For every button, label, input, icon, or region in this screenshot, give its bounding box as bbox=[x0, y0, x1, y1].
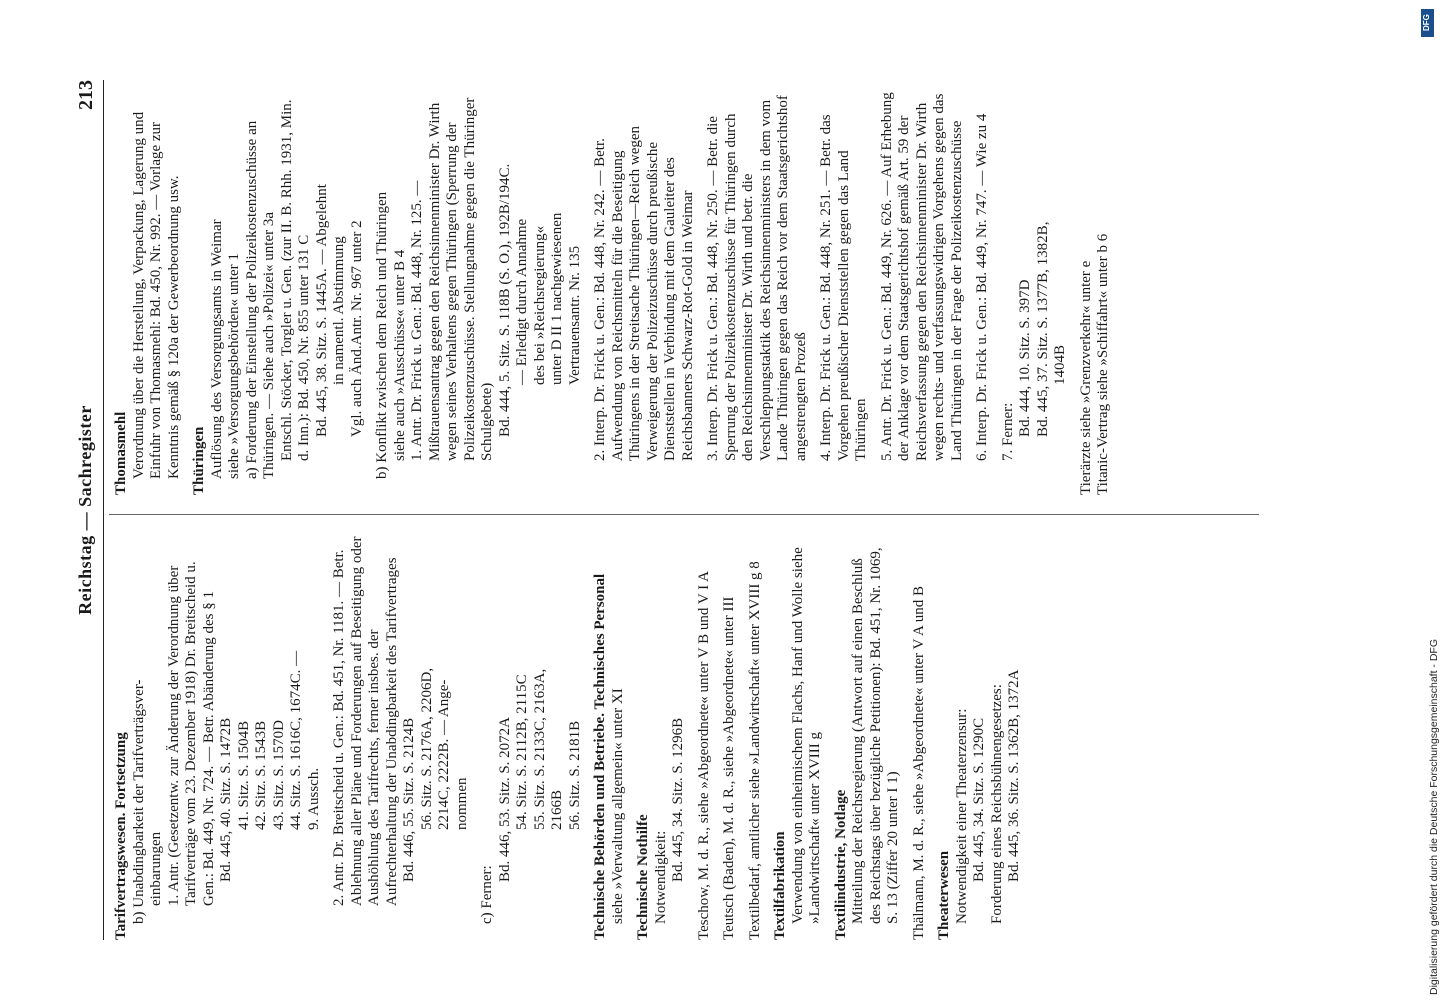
index-entry: 9. Aussch. bbox=[305, 767, 322, 830]
spacer bbox=[183, 90, 191, 495]
index-entry: Notwendigkeit: bbox=[652, 830, 669, 924]
spacer bbox=[992, 90, 1000, 495]
index-entry: siehe auch »Ausschüsse« unter B 4 bbox=[391, 249, 408, 461]
spacer bbox=[713, 535, 721, 940]
index-entry: 56. Sitz. S. 2176A, 2206D, bbox=[418, 667, 435, 830]
index-entry: 43. Sitz. S. 1570D bbox=[270, 719, 287, 830]
index-entry: 5. Antr. Dr. Frick u. Gen.: Bd. 449, Nr. 626. — Auf Erhebung der Anklage vor dem Staatsgerichtshof gemäß Art. 59 der Reichsverfassung gegen den Reichsinnenminister Dr. Wirth wegen rechts- und verfassungswidrigen Vorgehens gegen das Land Thüringen in der Frage der Polizeikostenzuschüsse bbox=[878, 92, 965, 461]
index-heading: Technische Nothilfe bbox=[635, 814, 651, 940]
index-entry: Bd. 444, 10. Sitz. S. 397D bbox=[1017, 279, 1033, 437]
index-entry: 4. Interp. Dr. Frick u. Gen.: Bd. 448, Nr. 251. — Betr. das Vorgehen preußischer Dienststellen gegen das Land Thüringen bbox=[818, 114, 869, 461]
index-entry: 7. Ferner: bbox=[999, 402, 1016, 461]
spacer bbox=[584, 90, 592, 495]
dfg-logo-label: DFG bbox=[1422, 14, 1431, 31]
index-entry: nommen bbox=[453, 777, 470, 830]
index-heading: Thüringen bbox=[191, 426, 207, 495]
index-entry: Bd. 445, 34. Sitz. S. 1290C bbox=[971, 717, 987, 882]
index-entry: unter D II 1 nachgewiesenen bbox=[549, 212, 565, 385]
index-entry: 2214C, 2222B. — Ange- bbox=[436, 679, 452, 830]
index-entry: des bei »Reichsregierung« bbox=[531, 225, 548, 385]
running-head: Reichstag — Sachregister bbox=[75, 405, 95, 615]
spacer bbox=[627, 535, 635, 940]
index-entry: 55. Sitz. S. 2133C, 2163A, bbox=[531, 668, 548, 830]
index-entry: a) Forderung der Einstellung der Polizeikostenzuschüsse an Thüringen. — Siehe auch »Polizei« unter 3a bbox=[243, 120, 277, 479]
index-entry: 1. Antr. (Gesetzentw. zur Änderung der Verordnung über Tarifverträge vom 23. Dezember 1918) Dr. Breitscheid u. Gen.: Bd. 449, Nr. 724. — Betr. Abänderung des § 1 bbox=[165, 561, 217, 906]
index-entry: Vgl. auch Änd.Antr. Nr. 967 unter 2 bbox=[348, 220, 365, 437]
left-column bbox=[113, 535, 1273, 940]
index-entry: 1. Antr. Dr. Frick u. Gen.: Bd. 448, Nr. 125. — Mißtrauensantrag gegen den Reichsinnenminister Dr. Wirth wegen seines Verhaltens gegen Thüringen (Sperrung der Polizeikostenzuschüsse. Stellungnahme gegen die Thüringer Schulgebete) bbox=[409, 97, 495, 461]
column-divider bbox=[109, 514, 1259, 515]
spacer bbox=[366, 90, 374, 495]
index-entry: 44. Sitz. S. 1616C, 1674C. — bbox=[288, 650, 304, 830]
index-entry: Bd. 445, 37. Sitz. S. 1377B, 1382B, bbox=[1034, 221, 1051, 437]
index-heading: Tarifvertragswesen. Fortsetzung bbox=[113, 732, 129, 940]
index-entry: Auflösung des Versorgungsamts in Weimar bbox=[208, 219, 225, 479]
index-entry: Notwendigkeit einer Theaterzensur: bbox=[953, 708, 970, 924]
spacer bbox=[966, 90, 974, 495]
index-entry: 2. Interp. Dr. Frick u. Gen.: Bd. 448, Nr. 242. — Betr. Aufwendung von Reichsmitteln für die Beseitigung Thüringens in der Streitsache Thüringen—Reich wegen Verweigerung der Polizeizuschüsse durch preußische Dienststellen in Verbindung mit dem Gauleiter des Reichsbanners Schwarz-Rot-Gold in Weimar bbox=[592, 125, 696, 461]
index-heading: Technische Behörden und Betriebe. Technisches Personal bbox=[592, 573, 608, 940]
spacer bbox=[928, 535, 936, 940]
index-entry: Verwendung von einheimischem Flachs, Hanf und Wolle siehe »Landwirtschaft« unter XVIII g bbox=[789, 547, 823, 924]
index-entry: Mitteilung der Reichsregierung (Antwort auf einen Beschluß des Reichstags über bezügliche Petitionen): Bd. 451, Nr. 1069, S. 13 (Ziffer 20 unter I 1) bbox=[850, 547, 901, 924]
index-entry: 6. Interp. Dr. Frick u. Gen.: Bd. 449, Nr. 747. — Wie zu 4 bbox=[974, 113, 990, 461]
index-entry: siehe »Verwaltung allgemein« unter XI bbox=[609, 688, 626, 924]
index-entry: Thälmann, M. d. R., siehe »Abgeordnete« unter V A und B bbox=[910, 586, 927, 940]
spacer bbox=[903, 535, 911, 940]
index-entry: 42. Sitz. S. 1543B bbox=[253, 720, 269, 830]
document-page bbox=[75, 80, 1285, 940]
index-entry: Teutsch (Baden), M. d. R., siehe »Abgeordnete« unter III bbox=[721, 596, 737, 940]
spacer bbox=[810, 90, 818, 495]
dfg-logo bbox=[1421, 9, 1434, 37]
right-column bbox=[113, 90, 1273, 495]
spacer bbox=[825, 535, 833, 940]
index-entry: Bd. 445, 40. Sitz. S. 1472B bbox=[218, 717, 234, 882]
index-entry: 2. Antr. Dr. Breitscheid u. Gen.: Bd. 451, Nr. 1181. — Betr. Ablehnung aller Pläne und Forderungen auf Beseitigung oder Aushöhlung des Tarifrechts, ferner insbes. der Aufrechterhaltung der Unabdingbarkeit des Tarifvertrages bbox=[331, 536, 400, 906]
spacer bbox=[739, 535, 747, 940]
index-entry: Bd. 445, 38. Sitz. S. 1445A. — Abgelehnt bbox=[313, 184, 330, 437]
index-entry: Textilbedarf, amtlicher siehe »Landwirtschaft« unter XVIII g 8 bbox=[746, 561, 763, 940]
index-entry: Verordnung über die Herstellung, Verpackung, Lagerung und Einfuhr von Thomasmehl: Bd. 450, Nr. 992. — Vorlage zur Kenntnis gemäß § 120a der Gewerbeordnung usw. bbox=[130, 111, 182, 479]
spacer bbox=[688, 535, 696, 940]
index-entry: 1404B bbox=[1052, 344, 1068, 385]
header-rule bbox=[103, 80, 104, 940]
index-entry: Teschow, M. d. R., siehe »Abgeordnete« unter V B und V I A bbox=[695, 571, 712, 940]
index-entry: — Erledigt durch Annahme bbox=[514, 218, 530, 385]
index-entry: Bd. 445, 34. Sitz. S. 1296B bbox=[670, 717, 686, 882]
index-entry: Entschl. Stöcker, Torgler u. Gen. (zur II. B. Rhh. 1931, Min. d. Inn.): Bd. 450, Nr. 855 unter 131 C bbox=[278, 99, 312, 461]
index-entry: 54. Sitz. S. 2112B, 2115C bbox=[514, 674, 530, 830]
spacer bbox=[697, 90, 705, 495]
index-entry: Bd. 446, 53. Sitz. S. 2072A bbox=[496, 716, 513, 882]
index-entry: Bd. 445, 36. Sitz. S. 1362B, 1372A bbox=[1006, 669, 1022, 882]
index-entry: siehe »Versorgungsbehörden« unter 1 bbox=[226, 253, 242, 479]
index-entry: einbarungen bbox=[148, 831, 164, 906]
index-entry: 56. Sitz. S. 2181B bbox=[566, 720, 583, 830]
index-entry: 41. Sitz. S. 1504B bbox=[235, 720, 252, 830]
index-entry: Titanic-Vertrag siehe »Schiffahrt« unter b 6 bbox=[1095, 233, 1111, 495]
spacer bbox=[323, 535, 331, 940]
index-entry: 3. Interp. Dr. Frick u. Gen.: Bd. 448, Nr. 250. — Betr. die Sperrung der Polizeikostenzuschüsse für Thüringen durch den Reichsinnenminister Dr. Wirth und betr. die Verschleppungstaktik des Reichsinnenministers in dem vom Lande Thüringen gegen das Reich vor dem Staatsgerichtshof angestrengten Prozeß bbox=[705, 95, 809, 461]
index-heading: Theaterwesen bbox=[936, 850, 952, 940]
index-entry: Tierärzte siehe »Grenzverkehr« unter e bbox=[1077, 260, 1094, 495]
index-entry: in namentl. Abstimmung bbox=[331, 236, 347, 385]
spacer bbox=[1070, 90, 1078, 495]
index-entry: b) Unabdingbarkeit der Tarifverträgsver- bbox=[130, 679, 147, 924]
spacer bbox=[471, 535, 479, 940]
index-entry: Forderung eines Reichsbühnengesetzes: bbox=[988, 684, 1005, 924]
index-entry: b) Konflikt zwischen dem Reich und Thüringen bbox=[374, 191, 390, 479]
index-entry: Bd. 446, 55. Sitz. S. 2124B bbox=[401, 717, 417, 882]
index-entry: 2166B bbox=[549, 789, 565, 830]
spacer bbox=[764, 535, 772, 940]
index-heading: Thomasmehl bbox=[113, 411, 129, 495]
index-heading: Textilindustrie, Notlage bbox=[832, 789, 849, 940]
digitization-credit: Digitalisierung gefördert durch die Deutsche Forschungsgemeinschaft - DFG bbox=[1428, 638, 1440, 995]
index-entry: Vertrauensantr. Nr. 135 bbox=[566, 245, 583, 385]
index-entry: Bd. 444, 5. Sitz. S. 118B (S. O.), 192B/194C. bbox=[496, 163, 513, 437]
spacer bbox=[584, 535, 592, 940]
spacer bbox=[871, 90, 879, 495]
page-number: 213 bbox=[75, 80, 97, 110]
index-heading: Textilfabrikation bbox=[772, 831, 788, 940]
index-entry: c) Ferner: bbox=[479, 865, 495, 924]
